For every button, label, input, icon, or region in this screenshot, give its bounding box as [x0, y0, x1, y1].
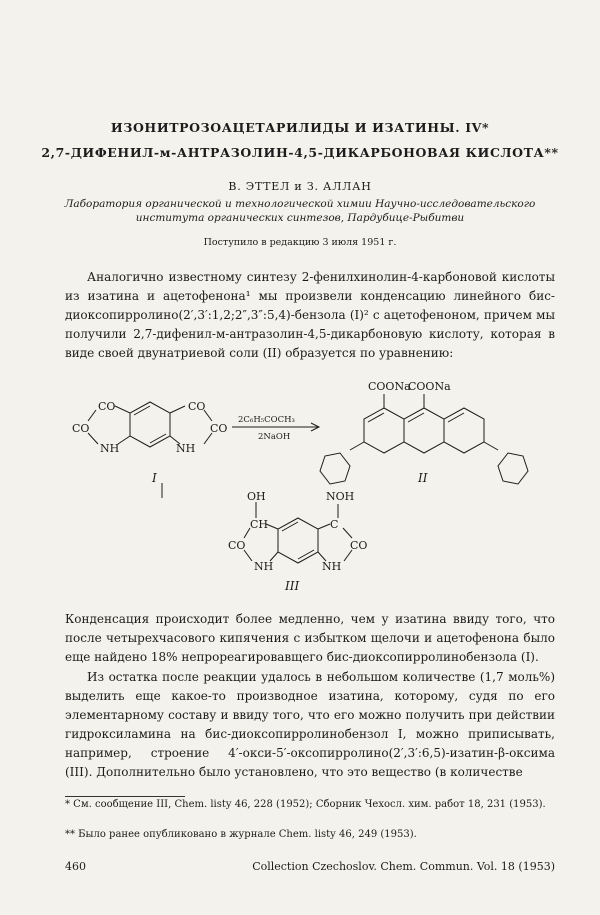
journal-citation: Collection Czechoslov. Chem. Commun. Vol. 18 (1953) [252, 860, 555, 873]
page-number: 460 [65, 860, 86, 873]
compound-i-nh-left: NH [100, 442, 120, 455]
compound-iii-co-right: CO [350, 539, 368, 552]
compound-iii-benzene-ring [278, 518, 318, 563]
phenyl-left-ring [320, 453, 350, 484]
label-compound-i: I [152, 471, 157, 485]
reagent-naoh: 2NaOH [258, 432, 291, 442]
compound-iii-oh: OH [247, 490, 266, 503]
article-title-line2: 2,7-ДИФЕНИЛ-м-АНТРАЗОЛИН-4,5-ДИКАРБОНОВАЯ КИСЛОТА** [41, 145, 559, 160]
compound-iii-co-left: CO [228, 539, 246, 552]
compound-ii-coona-left: COONa [368, 380, 411, 393]
label-compound-iii: III [285, 579, 300, 593]
compound-iii-nh-right: NH [322, 560, 342, 573]
compound-iii-c-right: C [330, 518, 339, 531]
compound-ii-ring-right [444, 408, 484, 453]
affiliation-line1: Лаборатория органической и технологической химии Научно-исследовательского [64, 198, 536, 210]
article-title-line1: ИЗОНИТРОЗОАЦЕТАРИЛИДЫ И ИЗАТИНЫ. IV* [110, 120, 490, 135]
authors: В. ЭТТЕЛ и З. АЛЛАН [228, 180, 372, 193]
compound-iii-ch: CH [250, 518, 269, 531]
footnote-divider [65, 796, 185, 797]
received-date: Поступило в редакцию 3 июля 1951 г. [203, 237, 397, 248]
compound-iii-noh: NOH [326, 490, 355, 503]
reaction-scheme [0, 378, 600, 603]
compound-i-co-top-right: CO [188, 400, 206, 413]
phenyl-right-ring [498, 453, 528, 484]
compound-iii-nh-left: NH [254, 560, 274, 573]
paragraph-residue: Из остатка после реакции удалось в небольшом количестве (1,7 моль%) выделить еще какое-то производное изатина, которому, судя по его элементарному составу и ввиду того, что его можно получить при действии гидроксиламина на бис-диоксопирролинобензол I, можно приписывать, например, строение 4′-окси-5′-оксопирролино(2′,3′:6,5)-изатин-β-оксима (III). Дополнительно было установлено, что это вещество (в количестве [65, 670, 555, 779]
affiliation-line2: института органических синтезов, Пардубице-Рыбитви [135, 212, 465, 224]
label-compound-ii: II [418, 471, 428, 485]
compound-ii-ring-left [364, 408, 404, 453]
paragraph-intro: Аналогично известному синтезу 2-фенилхинолин-4-карбоновой кислоты из изатина и ацетофенона¹ мы произвели конденсацию линейного бис-диоксопирролино(2′,3′:1,2;2″,3″:5,4)-бензола (I)² с ацетофеноном, причем мы получили 2,7-дифенил-м-антразолин-4,5-дикарбоновую кислоту, которая в виде своей двунатриевой соли (II) образуется по уравнению: [65, 270, 555, 360]
footnote-1: * См. сообщение III, Chem. listy 46, 228 (1952); Сборник Чехосл. хим. работ 18, 231 (1953). [65, 799, 546, 810]
compound-ii-ring-middle [404, 408, 444, 453]
compound-i-co-left: CO [72, 422, 90, 435]
compound-ii-coona-right: COONa [408, 380, 451, 393]
compound-i-nh-right: NH [176, 442, 196, 455]
compound-i-co-top-left: CO [98, 400, 116, 413]
compound-i-co-right: CO [210, 422, 228, 435]
reagent-acetophenone: 2C₆H₅COCH₃ [238, 415, 295, 425]
footnote-2: ** Было ранее опубликовано в журнале Chem. listy 46, 249 (1953). [65, 829, 417, 840]
paragraph-condensation: Конденсация происходит более медленно, чем у изатина ввиду того, что после четырехчасового кипячения с избытком щелочи и ацетофенона было еще найдено 18% непрореагировавщего бис-диоксопирролинобензола (I). [65, 612, 555, 664]
compound-i-benzene-ring [130, 402, 170, 447]
